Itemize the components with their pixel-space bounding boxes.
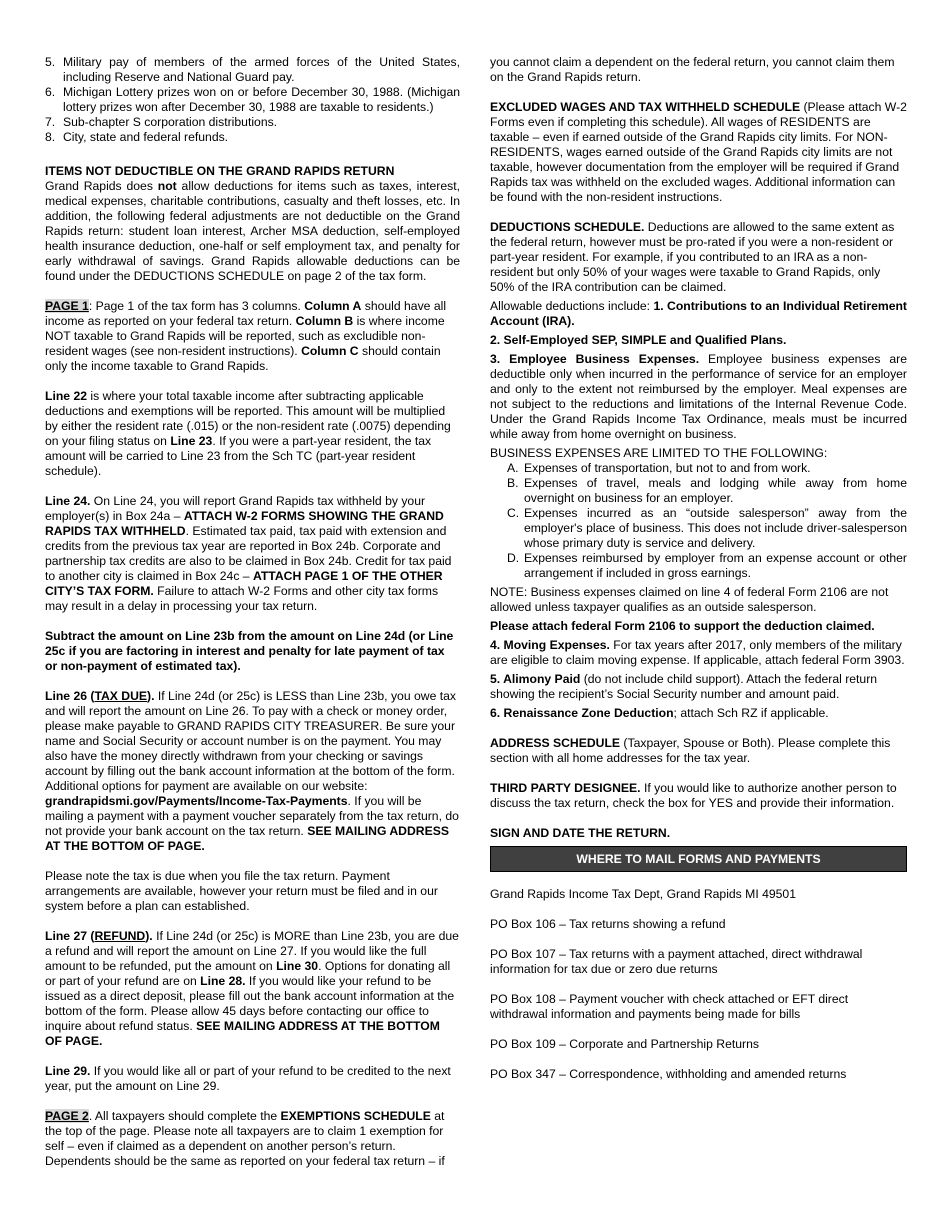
business-expenses-note: NOTE: Business expenses claimed on line 4 of federal Form 2106 are not allowed unless taxpayer qualifies as an outside salesperson. [490,585,889,614]
line27-paragraph: Line 27 (REFUND). If Line 24d (or 25c) is MORE than Line 23b, you are due a refund and will report the amount on Line 27. If you would like the full amount to be refunded, put the amount on Line 30. Options for donating all or part of your refund are on Line 28. If you would like your refund to be issued as a direct deposit, please fill out the bank account information at the bottom of the form. Please allow 45 days before contacting our office to inquire about refund status. SEE MAILING ADDRESS AT THE BOTTOM OF PAGE. [45,929,459,1048]
page1-label: PAGE 1 [45,299,89,313]
list-item: 7. Sub-chapter S corporation distributions. [45,115,278,129]
deduction-item-4: 4. Moving Expenses. For tax years after 2017, only members of the military are eligible to claim moving expense. If applicable, attach federal Form 3903. [490,638,905,667]
third-party-designee-paragraph: THIRD PARTY DESIGNEE. If you would like to authorize another person to discuss the tax return, check the box for YES and provide their information. [490,781,897,810]
right-column [490,55,907,1082]
sign-and-date: SIGN AND DATE THE RETURN. [490,826,671,840]
mail-address-line: PO Box 109 – Corporate and Partnership Returns [490,1037,759,1051]
mail-address-line: PO Box 108 – Payment voucher with check attached or EFT direct withdrawal information and payments being made for bills [490,992,849,1021]
page2-label: PAGE 2 [45,1109,89,1123]
mail-address-line: PO Box 106 – Tax returns showing a refund [490,917,726,931]
page2-paragraph: PAGE 2. All taxpayers should complete the EXEMPTIONS SCHEDULE at the top of the page. Please note all taxpayers are to claim 1 exemption for self – even if claimed as a dependent on another person’s return. Dependents should be the same as reported on your federal tax return – if [45,1109,445,1168]
allowable-deductions: Allowable deductions include: 1. Contributions to an Individual Retirement Account (IRA). [490,299,907,328]
tax-due-note: Please note the tax is due when you file the tax return. Payment arrangements are available, however your return must be filed and in our system before a plan can established. [45,869,438,913]
dependents-continuation: you cannot claim a dependent on the federal return, you cannot claim them on the Grand Rapids return. [490,55,895,84]
deduction-item-5: 5. Alimony Paid (do not include child support). Attach the federal return showing the recipient’s Social Security number and amount paid. [490,672,878,701]
mail-address-line: Grand Rapids Income Tax Dept, Grand Rapids MI 49501 [490,887,796,901]
line24-paragraph: Line 24. On Line 24, you will report Grand Rapids tax withheld by your employer(s) in Box 24a – ATTACH W-2 FORMS SHOWING THE GRAND RAPIDS TAX WITHHELD. Estimated tax paid, tax paid with extension and credits from the previous tax year are reported in Box 24b. Corporate and partnership tax credits are also to be claimed in Box 24b. Credit for tax paid to another city is claimed in Box 24c – ATTACH PAGE 1 OF THE OTHER CITY’S TAX FORM. Failure to attach W-2 Forms and other city tax forms may result in a delay in processing your tax return. [45,494,452,613]
list-item: 6. Michigan Lottery prizes won on or before December 30, 1988. (Michigan lottery prizes won after December 30, 1988 are taxable to residents.) [45,85,460,114]
left-column [45,55,460,1169]
subtract-paragraph: Subtract the amount on Line 23b from the amount on Line 24d (or Line 25c if you are factoring in interest and penalty for late payment of tax or non-payment of estimated tax). [45,629,454,673]
payment-website: grandrapidsmi.gov/Payments/Income-Tax-Payments [45,794,348,808]
mail-forms-header: WHERE TO MAIL FORMS AND PAYMENTS [490,846,907,872]
list-item: D. Expenses reimbursed by employer from an expense account or other arrangement if included in gross earnings. [507,551,907,580]
mail-address-line: PO Box 107 – Tax returns with a payment attached, direct withdrawal information for tax due or zero due returns [490,947,863,976]
not-deductible-heading: ITEMS NOT DEDUCTIBLE ON THE GRAND RAPIDS RETURN [45,164,395,178]
mail-address-line: PO Box 347 – Correspondence, withholding and amended returns [490,1067,847,1081]
not-deductible-paragraph: Grand Rapids does not allow deductions for items such as taxes, interest, medical expenses, charitable contributions, casualty and theft losses, etc. In addition, the following federal adjustments are not deductible on the Grand Rapids return: student loan interest, Archer MSA deduction, self-employed health insurance deduction, one-half or self employment tax, and penalty for early withdrawal of savings. Grand Rapids allowable deductions can be found under the DEDUCTIONS SCHEDULE on page 2 of the tax form. [45,179,460,283]
deduction-item-3: 3. Employee Business Expenses. Employee business expenses are deductible only when incurred in the performance of service for an employer and only to the extent not reimbursed by the employer. Meal expenses are not subject to the reductions and limitations of the Internal Revenue Code. Under the Grand Rapids Income Tax Ordinance, meals must be incurred while away from home overnight on business. [490,352,907,441]
list-item: C. Expenses incurred as an “outside salesperson” away from the employer's place of business. This does not include driver-salesperson whose primary duty is service and delivery. [507,506,907,550]
line26-paragraph: Line 26 (TAX DUE). If Line 24d (or 25c) is LESS than Line 23b, you owe tax and will report the amount on Line 26. To pay with a check or money order, please make payable to GRAND RAPIDS CITY TREASURER. Be sure your name and Social Security or account number is on the payment. You may also have the money directly withdrawn from your checking or savings account by filling out the bank account information at the bottom of the form. Additional options for payment are available on our website: grandrapidsmi.gov/Payments/Income-Tax-Payments. If you will be mailing a payment with a payment voucher separately from the tax return, do not provide your bank account on the tax return. SEE MAILING ADDRESS AT THE BOTTOM OF PAGE. [45,689,459,853]
business-expenses-limited: BUSINESS EXPENSES ARE LIMITED TO THE FOLLOWING: [490,446,828,460]
business-expenses-list [490,461,907,581]
list-item: B. Expenses of travel, meals and lodging while away from home overnight on business for an employer. [507,476,907,505]
deductions-paragraph: DEDUCTIONS SCHEDULE. Deductions are allowed to the same extent as the federal return, however must be pro-rated if you were a non-resident or part-year resident. For example, if you contributed to an IRA as a non-resident but only 50% of your wages were taxable to Grand Rapids, only 50% of the IRA contribution can be claimed. [490,220,895,294]
list-item: A. Expenses of transportation, but not to and from work. [507,461,811,475]
excluded-wages-paragraph: EXCLUDED WAGES AND TAX WITHHELD SCHEDULE (Please attach W-2 Forms even if completing this schedule). All wages of RESIDENTS are taxable – even if earned outside of the Grand Rapids city limits. For NON-RESIDENTS, wages earned outside of the Grand Rapids city limits are not taxable, however documentation from the employer will be required if Grand Rapids tax was withheld on the excluded wages. Additional information can be found with the non-resident instructions. [490,100,907,204]
deduction-item-6: 6. Renaissance Zone Deduction; attach Sch RZ if applicable. [490,706,829,720]
deduction-item-2: 2. Self-Employed SEP, SIMPLE and Qualified Plans. [490,333,787,347]
income-exclusions-list [45,55,460,145]
line22-paragraph: Line 22 is where your total taxable income after subtracting applicable deductions and exemptions will be reported. This amount will be multiplied by either the resident rate (.015) or the non-resident rate (.0075) depending on your filing status on Line 23. If you were a part-year resident, the tax amount will be carried to Line 23 from the Sch TC (part-year resident schedule). [45,389,451,478]
list-item: 8. City, state and federal refunds. [45,130,229,144]
line29-paragraph: Line 29. If you would like all or part of your refund to be credited to the next year, put the amount on Line 29. [45,1064,451,1093]
attach-form-2106: Please attach federal Form 2106 to support the deduction claimed. [490,619,875,633]
list-item: 5. Military pay of members of the armed forces of the United States, including Reserve and National Guard pay. [45,55,460,84]
address-schedule-paragraph: ADDRESS SCHEDULE (Taxpayer, Spouse or Both). Please complete this section with all home addresses for the tax year. [490,736,891,765]
page1-paragraph: PAGE 1: Page 1 of the tax form has 3 columns. Column A should have all income as reported on your federal tax return. Column B is where income NOT taxable to Grand Rapids will be reported, such as excludible non-resident wages (see non-resident instructions). Column C should contain only the income taxable to Grand Rapids. [45,299,447,373]
